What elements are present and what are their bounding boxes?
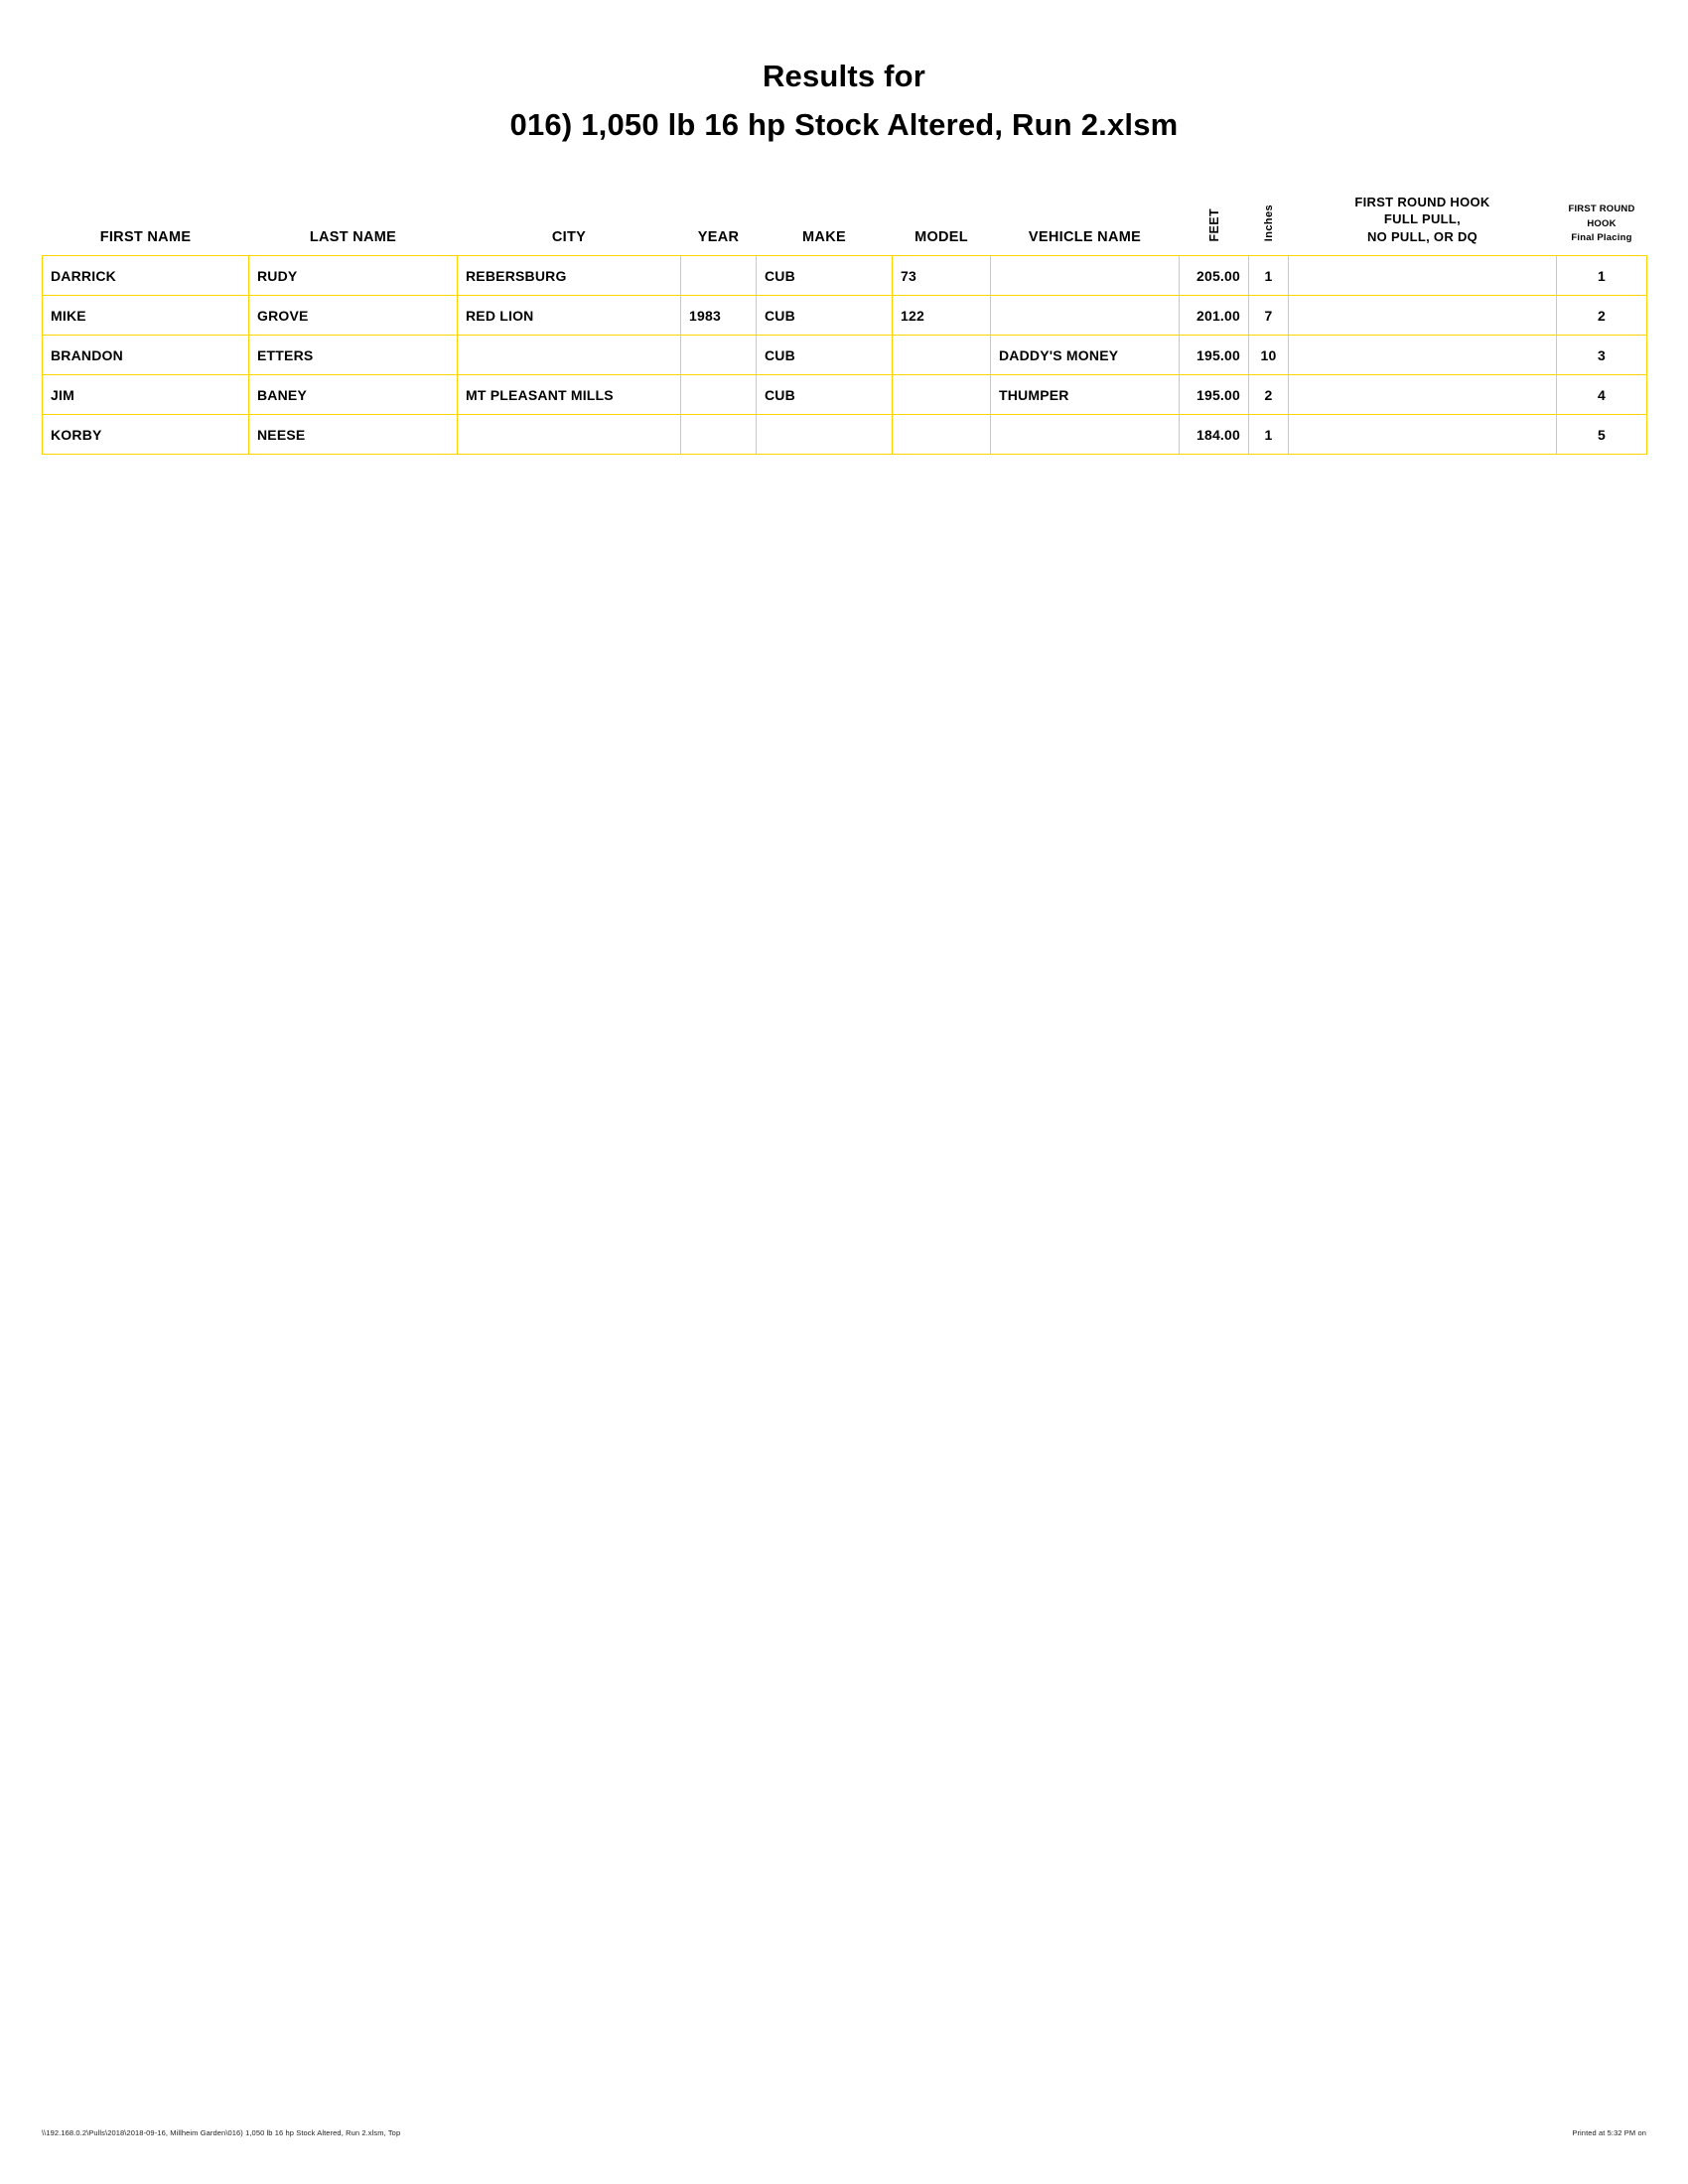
cell-make <box>757 415 893 455</box>
cell-vehicle-name <box>991 296 1180 336</box>
cell-year <box>681 336 757 375</box>
first-round-hook-line1: FIRST ROUND HOOK <box>1354 194 1490 209</box>
cell-feet: 195.00 <box>1180 375 1249 415</box>
column-header-vehicle-name: VEHICLE NAME <box>1028 229 1142 246</box>
final-placing-line1: FIRST ROUND <box>1568 204 1635 215</box>
column-header-inches-label: Inches <box>1262 204 1275 242</box>
cell-city <box>458 415 681 455</box>
cell-feet: 195.00 <box>1180 336 1249 375</box>
cell-first-round-hook <box>1289 336 1557 375</box>
cell-final-placing: 1 <box>1557 256 1647 296</box>
table-row <box>43 256 1647 296</box>
table-row <box>43 375 1647 415</box>
column-header-feet <box>1180 190 1249 256</box>
column-header-first-round-hook <box>1289 190 1557 256</box>
cell-make: CUB <box>757 296 893 336</box>
cell-feet: 201.00 <box>1180 296 1249 336</box>
cell-model: 73 <box>893 256 991 296</box>
cell-final-placing: 5 <box>1557 415 1647 455</box>
cell-inches: 7 <box>1249 296 1289 336</box>
column-header-first-name: FIRST NAME <box>99 229 192 246</box>
cell-inches: 1 <box>1249 415 1289 455</box>
cell-first-round-hook <box>1289 256 1557 296</box>
cell-vehicle-name: THUMPER <box>991 375 1180 415</box>
column-header-make: MAKE <box>802 229 846 246</box>
table-header-row <box>43 190 1647 256</box>
cell-inches: 10 <box>1249 336 1289 375</box>
results-table-wrapper <box>42 190 1646 456</box>
cell-vehicle-name <box>991 256 1180 296</box>
column-header-city: CITY <box>551 229 587 246</box>
cell-last-name: RUDY <box>249 256 458 296</box>
column-header-last-name: LAST NAME <box>309 229 397 246</box>
column-header-final-placing <box>1557 190 1647 256</box>
cell-final-placing: 4 <box>1557 375 1647 415</box>
cell-inches: 2 <box>1249 375 1289 415</box>
column-header-feet-label: FEET <box>1206 207 1221 242</box>
cell-first-name: JIM <box>43 375 249 415</box>
page-title-line1: Results for <box>762 59 926 93</box>
cell-feet: 205.00 <box>1180 256 1249 296</box>
cell-final-placing: 2 <box>1557 296 1647 336</box>
cell-last-name: GROVE <box>249 296 458 336</box>
cell-city: REBERSBURG <box>458 256 681 296</box>
document-title-block <box>0 0 1688 145</box>
page-footer <box>42 2128 1646 2137</box>
cell-first-round-hook <box>1289 296 1557 336</box>
cell-year: 1983 <box>681 296 757 336</box>
cell-make: CUB <box>757 256 893 296</box>
cell-model <box>893 336 991 375</box>
results-table <box>42 190 1647 456</box>
cell-vehicle-name <box>991 415 1180 455</box>
cell-first-name: BRANDON <box>43 336 249 375</box>
table-row <box>43 415 1647 455</box>
results-table-body <box>43 256 1647 455</box>
cell-first-round-hook <box>1289 375 1557 415</box>
cell-model <box>893 375 991 415</box>
cell-first-round-hook <box>1289 415 1557 455</box>
cell-first-name: KORBY <box>43 415 249 455</box>
final-placing-line2: HOOK <box>1587 217 1617 229</box>
cell-model: 122 <box>893 296 991 336</box>
cell-last-name: ETTERS <box>249 336 458 375</box>
page-title-line2: 016) 1,050 lb 16 hp Stock Altered, Run 2.xlsm <box>509 106 1179 142</box>
first-round-hook-line2: FULL PULL, <box>1383 211 1462 227</box>
cell-city: MT PLEASANT MILLS <box>458 375 681 415</box>
cell-year <box>681 415 757 455</box>
table-row <box>43 296 1647 336</box>
cell-city <box>458 336 681 375</box>
cell-first-name: MIKE <box>43 296 249 336</box>
footer-file-path: \\192.168.0.2\Pulls\2018\2018-09-16, Millheim Garden\016) 1,050 lb 16 hp Stock Altered, Run 2.xlsm, Top <box>42 2128 401 2137</box>
column-header-year: YEAR <box>697 229 740 246</box>
cell-year <box>681 256 757 296</box>
cell-final-placing: 3 <box>1557 336 1647 375</box>
table-row <box>43 336 1647 375</box>
cell-feet: 184.00 <box>1180 415 1249 455</box>
cell-inches: 1 <box>1249 256 1289 296</box>
column-header-inches <box>1249 190 1289 256</box>
cell-make: CUB <box>757 336 893 375</box>
cell-first-name: DARRICK <box>43 256 249 296</box>
cell-last-name: NEESE <box>249 415 458 455</box>
cell-model <box>893 415 991 455</box>
cell-make: CUB <box>757 375 893 415</box>
cell-last-name: BANEY <box>249 375 458 415</box>
final-placing-line3: Final Placing <box>1571 231 1632 243</box>
cell-city: RED LION <box>458 296 681 336</box>
cell-vehicle-name: DADDY'S MONEY <box>991 336 1180 375</box>
column-header-model: MODEL <box>914 229 968 246</box>
cell-year <box>681 375 757 415</box>
first-round-hook-line3: NO PULL, OR DQ <box>1366 228 1478 244</box>
footer-printed-timestamp: Printed at 5:32 PM on <box>1572 2128 1646 2137</box>
